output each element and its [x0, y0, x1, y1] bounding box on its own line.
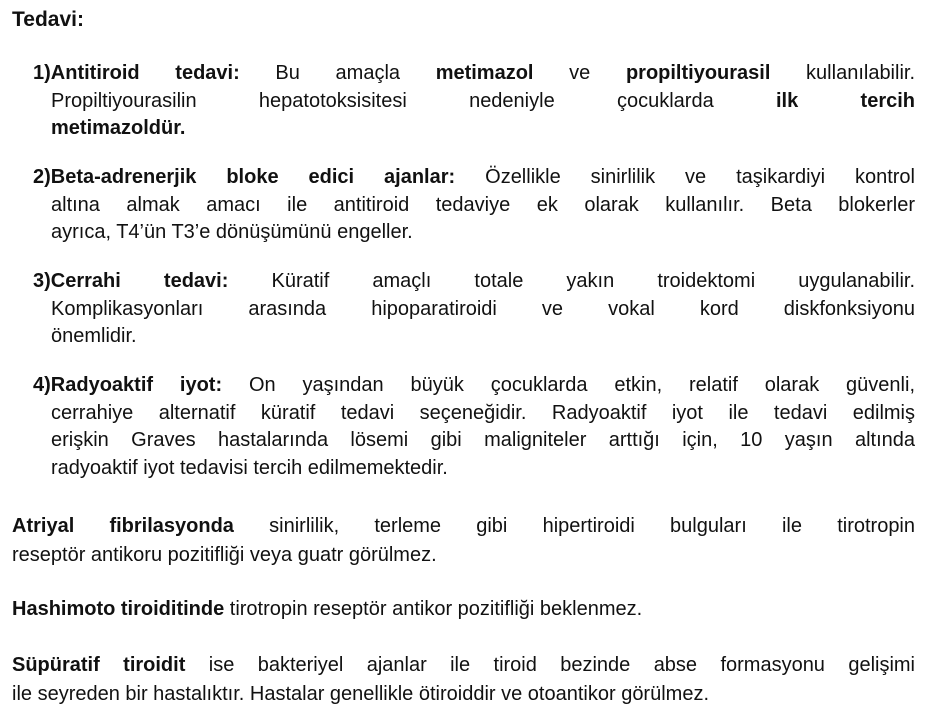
text-line: 2)Beta-adrenerjik bloke edici ajanlar: Özellikle sinirlilik ve taşikardiyi kontrol [33, 166, 915, 188]
paragraph-hashimoto [12, 595, 915, 624]
text-line: 4)Radyoaktif iyot: On yaşından büyük çocuklarda etkin, relatif olarak güvenli, [33, 374, 915, 396]
text-line: reseptör antikoru pozitifliği veya guatr görülmez. [12, 544, 437, 566]
term: Süpüratif tiroidit [12, 654, 186, 676]
text-line: ile seyreden bir hastalıktır. Hastalar genellikle ötiroiddir ve otoantikor görülmez. [12, 683, 710, 705]
text-line: erişkin Graves hastalarında lösemi gibi maligniteler arttığı için, 10 yaşın altında [51, 429, 915, 451]
text-line: Süpüratif tiroidit ise bakteriyel ajanlar ile tiroid bezinde abse formasyonu gelişimi [12, 654, 915, 676]
text-line: 3)Cerrahi tedavi: Küratif amaçlı totale yakın troidektomi uygulanabilir. [33, 270, 915, 292]
item-title: 1)Antitiroid tedavi: [33, 62, 240, 84]
treatment-item-antithyroid [33, 60, 915, 143]
paragraph-suppurative-thyroiditis [12, 651, 915, 709]
text-line: metimazoldür. [51, 117, 186, 139]
text-line: Komplikasyonları arasında hipoparatiroidi ve vokal kord diskfonksiyonu [51, 297, 915, 320]
text-line: ayrıca, T4’ün T3’e dönüşümünü engeller. [51, 221, 413, 243]
term: Atriyal fibrilasyonda [12, 515, 234, 537]
drug-name: propiltiyourasil [625, 62, 771, 84]
term: Hashimoto tiroiditinde [12, 598, 225, 620]
drug-name: metimazol [435, 62, 534, 84]
treatment-item-beta-blockers [33, 164, 915, 247]
item-title: 4)Radyoaktif iyot: [33, 374, 223, 396]
item-title: 3)Cerrahi tedavi: [33, 270, 229, 292]
text-line: Hashimoto tiroiditinde tirotropin reseptör antikor pozitifliği beklenmez. [12, 598, 643, 620]
paragraph-atrial-fibrillation [12, 512, 915, 570]
text-line: altına almak amacı ile antitiroid tedaviye ek olarak kullanılır. Beta blokerler [51, 193, 915, 216]
text-line: Atriyal fibrilasyonda sinirlilik, terleme gibi hipertiroidi bulguları ile tirotropin [12, 515, 916, 537]
treatment-item-surgery [33, 268, 915, 351]
text-line: 1)Antitiroid tedavi: Bu amaçla metimazol ve propiltiyourasil kullanılabilir. [33, 62, 916, 84]
item-title: 2)Beta-adrenerjik bloke edici ajanlar: [33, 166, 456, 188]
section-heading: Tedavi: [12, 8, 84, 31]
treatment-item-radioactive-iodine [33, 372, 915, 482]
text-line: cerrahiye alternatif küratif tedavi seçeneğidir. Radyoaktif iyot ile tedavi edilmiş [51, 401, 915, 424]
text-line: Propiltiyourasilin hepatotoksisitesi nedeniyle çocuklarda ilk tercih [51, 89, 915, 112]
text-line: radyoaktif iyot tedavisi tercih edilmemektedir. [51, 456, 448, 479]
text-line: önemlidir. [51, 325, 137, 347]
